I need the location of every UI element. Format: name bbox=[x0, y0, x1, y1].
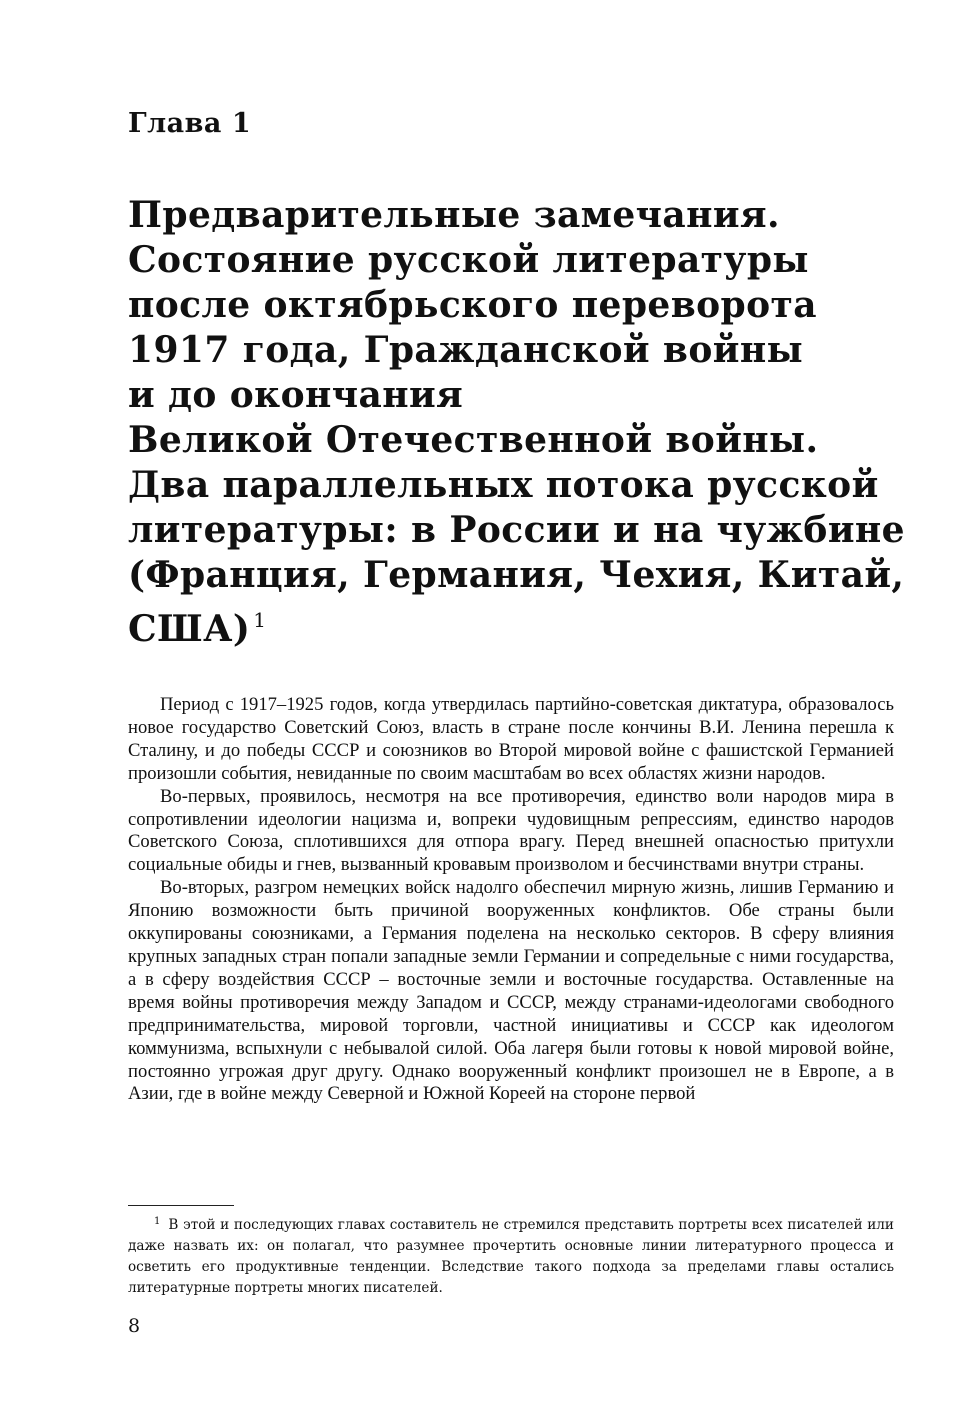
chapter-title-line: 1917 года, Гражданской войны bbox=[128, 329, 804, 371]
chapter-label: Глава 1 bbox=[128, 108, 252, 139]
chapter-title-line: Состояние русской литературы bbox=[128, 239, 809, 281]
body-text bbox=[128, 694, 894, 1106]
chapter-title-line: Великой Отечественной войны. bbox=[128, 419, 819, 461]
paragraph: Во-вторых, разгром немецких войск надолго обеспечил мирную жизнь, лишив Германию и Японию возможности быть причиной вооруженных конфликтов. Обе страны были оккупированы союзниками, а Германия поделена на несколько секторов. В сферу влияния крупных западных стран попали западные земли Германии и сопредельные с ними государства, а в сферу воздействия СССР – восточные земли и восточные государства. Оставленные на время войны противоречия между Западом и СССР, между странами-идеологами свободного предпринимательства, мировой торговли, частной инициативы и СССР как идеологом коммунизма, вспыхнули с небывалой силой. Оба лагеря были готовы к новой мировой войне, постоянно угрожая друг другу. Однако вооруженный конфликт произошел не в Европе, а в Азии, где в войне между Северной и Южной Кореей на стороне первой bbox=[128, 877, 894, 1105]
footnote bbox=[128, 1211, 894, 1299]
paragraph: Во-первых, проявилось, несмотря на все противоречия, единство воли народов мира в сопротивлении идеологии нацизма и, вопреки чудовищным репрессиям, единство народов Советского Союза, сплотившихся для отпора врагу. Перед внешней опасностью притухли социальные обиды и гнев, вызванный кровавым произволом и бесчинствами внутри страны. bbox=[128, 785, 894, 876]
chapter-title-line: литературы: в России и на чужбине bbox=[128, 509, 905, 551]
footnote-divider bbox=[128, 1205, 234, 1206]
chapter-title-line: и до окончания bbox=[128, 374, 464, 416]
chapter-title-line: США) bbox=[128, 608, 251, 650]
chapter-title-last-line bbox=[128, 598, 898, 652]
book-page bbox=[128, 0, 905, 1418]
page-number: 8 bbox=[128, 1315, 141, 1337]
chapter-title-line: (Франция, Германия, Чехия, Китай, bbox=[128, 554, 905, 596]
chapter-title-line: Предварительные замечания. bbox=[128, 194, 780, 236]
chapter-title bbox=[128, 193, 905, 652]
chapter-title-line: после октябрьского переворота bbox=[128, 284, 817, 326]
footnote-reference[interactable]: 1 bbox=[253, 608, 267, 632]
chapter-title-line: Два параллельных потока русской bbox=[128, 464, 879, 506]
footnote-text: В этой и последующих главах составитель не стремился представить портреты всех писателей или даже назвать их: он полагал, что разумнее прочертить основные линии литературного процесса и осветить его продуктивные тенденции. Вследствие такого подхода за пределами главы остались литературные портреты многих писателей. bbox=[128, 1217, 894, 1296]
paragraph: Период с 1917–1925 годов, когда утвердилась партийно-советская диктатура, образовалось новое государство Советский Союз, власть в стране после кончины В.И. Ленина перешла к Сталину, и до победы СССР и союзников во Второй мировой войне с фашистской Германией произошли события, невиданные по своим масштабам во всех областях жизни народов. bbox=[128, 694, 894, 784]
footnote-number: 1 bbox=[154, 1216, 161, 1227]
